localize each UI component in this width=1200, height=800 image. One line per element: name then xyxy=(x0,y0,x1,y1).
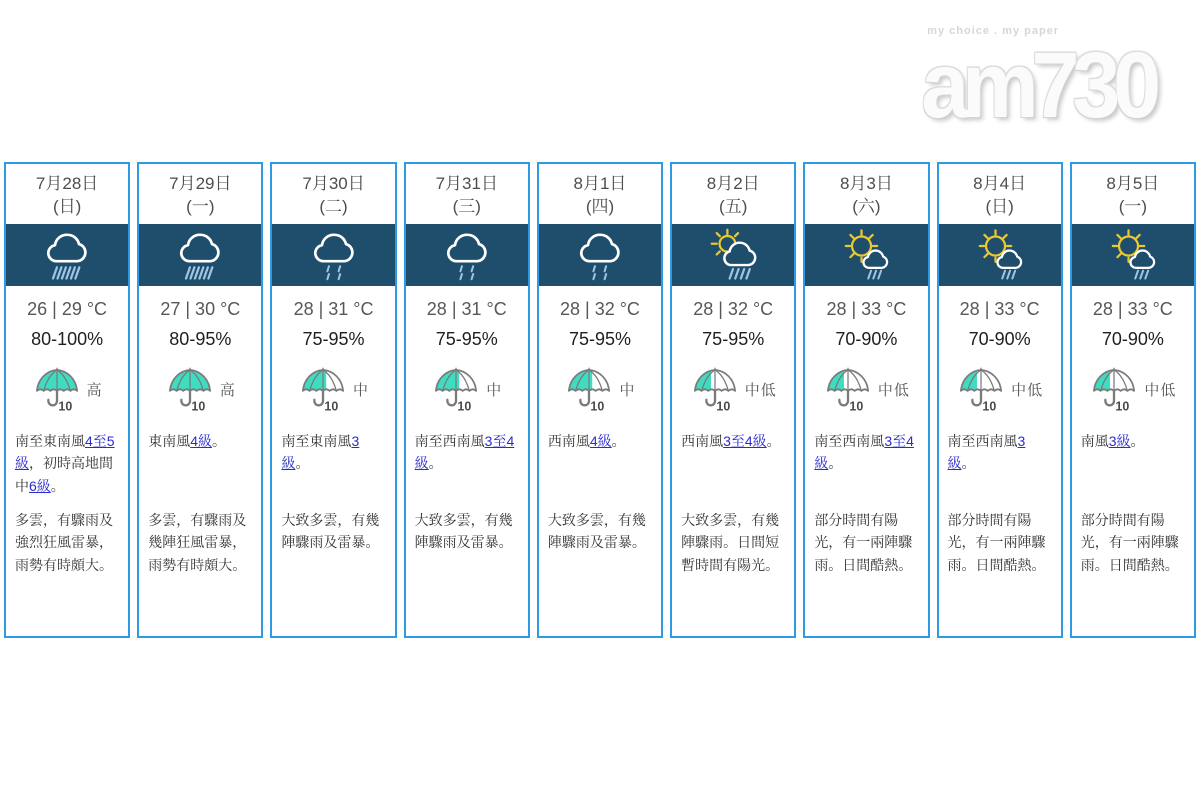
wind-text-segment: 西南風 xyxy=(547,433,590,449)
umbrella-10-icon xyxy=(823,366,873,412)
temperature-range: 27 | 30 °C xyxy=(160,299,241,319)
humidity-range: 80-100% xyxy=(31,329,104,349)
umbrella-number: 10 xyxy=(716,399,730,412)
wind-force-link[interactable]: 3至4級 xyxy=(814,433,914,472)
forecast-text: 大致多雲，有幾陣驟雨及雷暴。 xyxy=(414,512,513,551)
humidity-range: 70-90% xyxy=(835,329,898,349)
wind-text-segment: 。 xyxy=(828,455,843,472)
wind-text-segment: 。 xyxy=(1130,433,1145,449)
wind-text-segment: 南至東南風 xyxy=(281,433,352,449)
card-date: 8月2日 xyxy=(706,174,760,193)
rain-probability-label: 中 xyxy=(353,381,370,399)
card-weekday: (六) xyxy=(852,196,881,216)
card-weekday: (二) xyxy=(319,196,348,216)
wind-force-link[interactable]: 3至4級 xyxy=(723,433,767,449)
umbrella-10-icon xyxy=(564,366,614,412)
weather-icon-slot xyxy=(1072,224,1194,286)
wind-text xyxy=(139,430,261,509)
weather-icon-slot xyxy=(272,224,394,286)
card-date: 8月3日 xyxy=(839,174,893,193)
weather-icon-slot xyxy=(539,224,661,286)
forecast-card xyxy=(137,162,263,638)
rain-probability xyxy=(672,360,794,418)
forecast-card xyxy=(270,162,396,638)
card-date: 7月28日 xyxy=(35,174,99,193)
rain-probability xyxy=(805,360,927,418)
umbrella-10-icon xyxy=(165,366,215,412)
forecast-text: 部分時間有陽光，有一兩陣驟雨。日間酷熱。 xyxy=(1080,512,1179,573)
forecast-row xyxy=(4,162,1196,638)
wind-text-segment: 。 xyxy=(961,455,976,472)
forecast-text: 大致多雲，有幾陣驟雨及雷暴。 xyxy=(547,512,646,551)
wind-text-segment: 東南風 xyxy=(148,433,191,449)
card-weekday: (日) xyxy=(985,196,1014,216)
umbrella-number: 10 xyxy=(849,399,864,412)
temperature-range: 28 | 32 °C xyxy=(693,299,774,319)
forecast-card xyxy=(937,162,1063,638)
forecast-card xyxy=(4,162,130,638)
sun-cloud-rain-icon xyxy=(825,227,907,283)
rain-probability-label: 高 xyxy=(86,381,103,399)
weather-icon-slot xyxy=(805,224,927,286)
umbrella-number: 10 xyxy=(1115,399,1130,412)
temperature-range: 28 | 31 °C xyxy=(293,299,374,319)
forecast-text: 大致多雲，有幾陣驟雨。日間短暫時間有陽光。 xyxy=(681,512,780,573)
card-header xyxy=(805,164,927,224)
wind-text-segment: 南至西南風 xyxy=(414,433,485,449)
card-header xyxy=(406,164,528,224)
card-header xyxy=(539,164,661,224)
temperature-range: 28 | 31 °C xyxy=(426,299,507,319)
umbrella-number: 10 xyxy=(58,399,72,412)
rain-probability xyxy=(539,360,661,418)
temperature-range: 28 | 33 °C xyxy=(826,299,907,319)
wind-force-link[interactable]: 4級 xyxy=(190,433,213,449)
wind-text xyxy=(1072,430,1194,509)
humidity-range: 75-95% xyxy=(568,329,631,349)
forecast-card xyxy=(404,162,530,638)
wind-text xyxy=(539,430,661,509)
wind-text-segment: ，初時高地間中 xyxy=(15,455,113,494)
rain-probability-label: 中 xyxy=(619,381,636,399)
rain-probability-label: 中低 xyxy=(1144,381,1177,399)
rain-probability xyxy=(272,360,394,418)
card-header xyxy=(6,164,128,224)
umbrella-10-icon xyxy=(32,366,82,412)
wind-text xyxy=(406,430,528,509)
rain-probability xyxy=(1072,360,1194,418)
wind-text-segment: 。 xyxy=(212,433,227,449)
rain-probability xyxy=(939,360,1061,418)
card-header xyxy=(272,164,394,224)
forecast-text: 多雲，有驟雨及強烈狂風雷暴，雨勢有時頗大。 xyxy=(15,512,113,573)
card-header xyxy=(939,164,1061,224)
wind-text-segment: 。 xyxy=(611,433,626,449)
logo-text: am730 xyxy=(921,33,1154,138)
umbrella-number: 10 xyxy=(457,399,472,412)
umbrella-10-icon xyxy=(431,366,481,412)
temperature-range: 28 | 32 °C xyxy=(560,299,640,319)
wind-text xyxy=(939,430,1061,509)
card-date: 7月31日 xyxy=(435,174,498,193)
card-weekday: (四) xyxy=(585,196,615,216)
card-weekday: (一) xyxy=(186,196,215,216)
card-date: 7月30日 xyxy=(302,174,365,193)
rain-light-icon xyxy=(426,227,508,283)
wind-text-segment: 。 xyxy=(50,477,65,494)
umbrella-10-icon xyxy=(298,366,348,412)
rain-light-icon xyxy=(293,227,375,283)
rain-probability xyxy=(6,360,128,418)
wind-force-link[interactable]: 4級 xyxy=(589,433,612,449)
am730-logo xyxy=(921,25,1154,138)
sun-cloud-rain-icon xyxy=(1092,227,1174,283)
wind-text xyxy=(6,430,128,509)
humidity-range: 75-95% xyxy=(435,329,498,349)
cloud-sun-rain-icon xyxy=(692,227,774,283)
wind-text-segment: 南風 xyxy=(1080,433,1109,449)
rain-probability xyxy=(139,360,261,418)
forecast-text: 大致多雲，有幾陣驟雨及雷暴。 xyxy=(281,512,380,551)
rain-probability-label: 中低 xyxy=(744,381,777,399)
logo-tagline: my choice . my paper xyxy=(927,25,1060,37)
rain-heavy-icon xyxy=(159,227,241,283)
umbrella-10-icon xyxy=(690,366,740,412)
forecast-text: 多雲，有驟雨及幾陣狂風雷暴，雨勢有時頗大。 xyxy=(148,512,247,573)
card-weekday: (日) xyxy=(52,196,82,216)
card-date: 8月5日 xyxy=(1106,174,1160,193)
forecast-card xyxy=(670,162,796,638)
rain-probability-label: 中低 xyxy=(1011,381,1044,399)
rain-probability-label: 中低 xyxy=(877,381,910,399)
humidity-range: 70-90% xyxy=(968,329,1031,349)
wind-force-link[interactable]: 3至4級 xyxy=(414,433,515,472)
wind-force-link[interactable]: 3級 xyxy=(281,433,360,472)
card-header xyxy=(672,164,794,224)
wind-text-segment: 西南風 xyxy=(681,433,724,449)
wind-text-segment: 南至西南風 xyxy=(814,433,885,449)
rain-probability xyxy=(406,360,528,418)
forecast-card xyxy=(537,162,663,638)
umbrella-10-icon xyxy=(1089,366,1139,412)
card-header xyxy=(139,164,261,224)
wind-force-link[interactable]: 4至5級 xyxy=(15,433,115,472)
forecast-text: 部分時間有陽光，有一兩陣驟雨。日間酷熱。 xyxy=(814,512,913,573)
rain-probability-label: 高 xyxy=(219,381,236,399)
wind-text-segment: 南至東南風 xyxy=(15,433,85,449)
card-weekday: (五) xyxy=(719,196,748,216)
sun-cloud-rain-icon xyxy=(959,227,1041,283)
weather-icon-slot xyxy=(672,224,794,286)
umbrella-10-icon xyxy=(956,366,1006,412)
forecast-card xyxy=(803,162,929,638)
weather-icon-slot xyxy=(406,224,528,286)
umbrella-number: 10 xyxy=(590,399,605,412)
forecast-text: 部分時間有陽光，有一兩陣驟雨。日間酷熱。 xyxy=(947,512,1046,573)
temperature-range: 28 | 33 °C xyxy=(1092,299,1173,319)
rain-light-icon xyxy=(559,227,641,283)
umbrella-number: 10 xyxy=(982,399,997,412)
weather-icon-slot xyxy=(139,224,261,286)
rain-probability-label: 中 xyxy=(486,381,503,399)
wind-text-segment: 南至西南風 xyxy=(947,433,1018,449)
wind-text-segment: 。 xyxy=(428,455,443,472)
card-header xyxy=(1072,164,1194,224)
wind-text-segment: 。 xyxy=(295,455,310,472)
card-date: 8月1日 xyxy=(573,174,627,193)
card-weekday: (三) xyxy=(452,196,481,216)
wind-text xyxy=(272,430,394,509)
card-date: 7月29日 xyxy=(169,174,232,193)
wind-text xyxy=(805,430,927,509)
wind-force-link[interactable]: 6級 xyxy=(29,477,51,494)
weather-icon-slot xyxy=(939,224,1061,286)
temperature-range: 26 | 29 °C xyxy=(27,299,108,319)
forecast-card xyxy=(1070,162,1196,638)
rain-heavy-icon xyxy=(26,227,108,283)
wind-force-link[interactable]: 3級 xyxy=(1108,433,1131,449)
umbrella-number: 10 xyxy=(324,399,339,412)
humidity-range: 75-95% xyxy=(302,329,365,349)
wind-text xyxy=(672,430,794,509)
humidity-range: 70-90% xyxy=(1101,329,1164,349)
humidity-range: 80-95% xyxy=(169,329,232,349)
humidity-range: 75-95% xyxy=(702,329,765,349)
umbrella-number: 10 xyxy=(191,399,206,412)
wind-force-link[interactable]: 3級 xyxy=(947,433,1026,472)
weather-icon-slot xyxy=(6,224,128,286)
card-date: 8月4日 xyxy=(973,174,1027,193)
temperature-range: 28 | 33 °C xyxy=(959,299,1040,319)
card-weekday: (一) xyxy=(1118,196,1148,216)
wind-text-segment: 。 xyxy=(766,433,781,449)
